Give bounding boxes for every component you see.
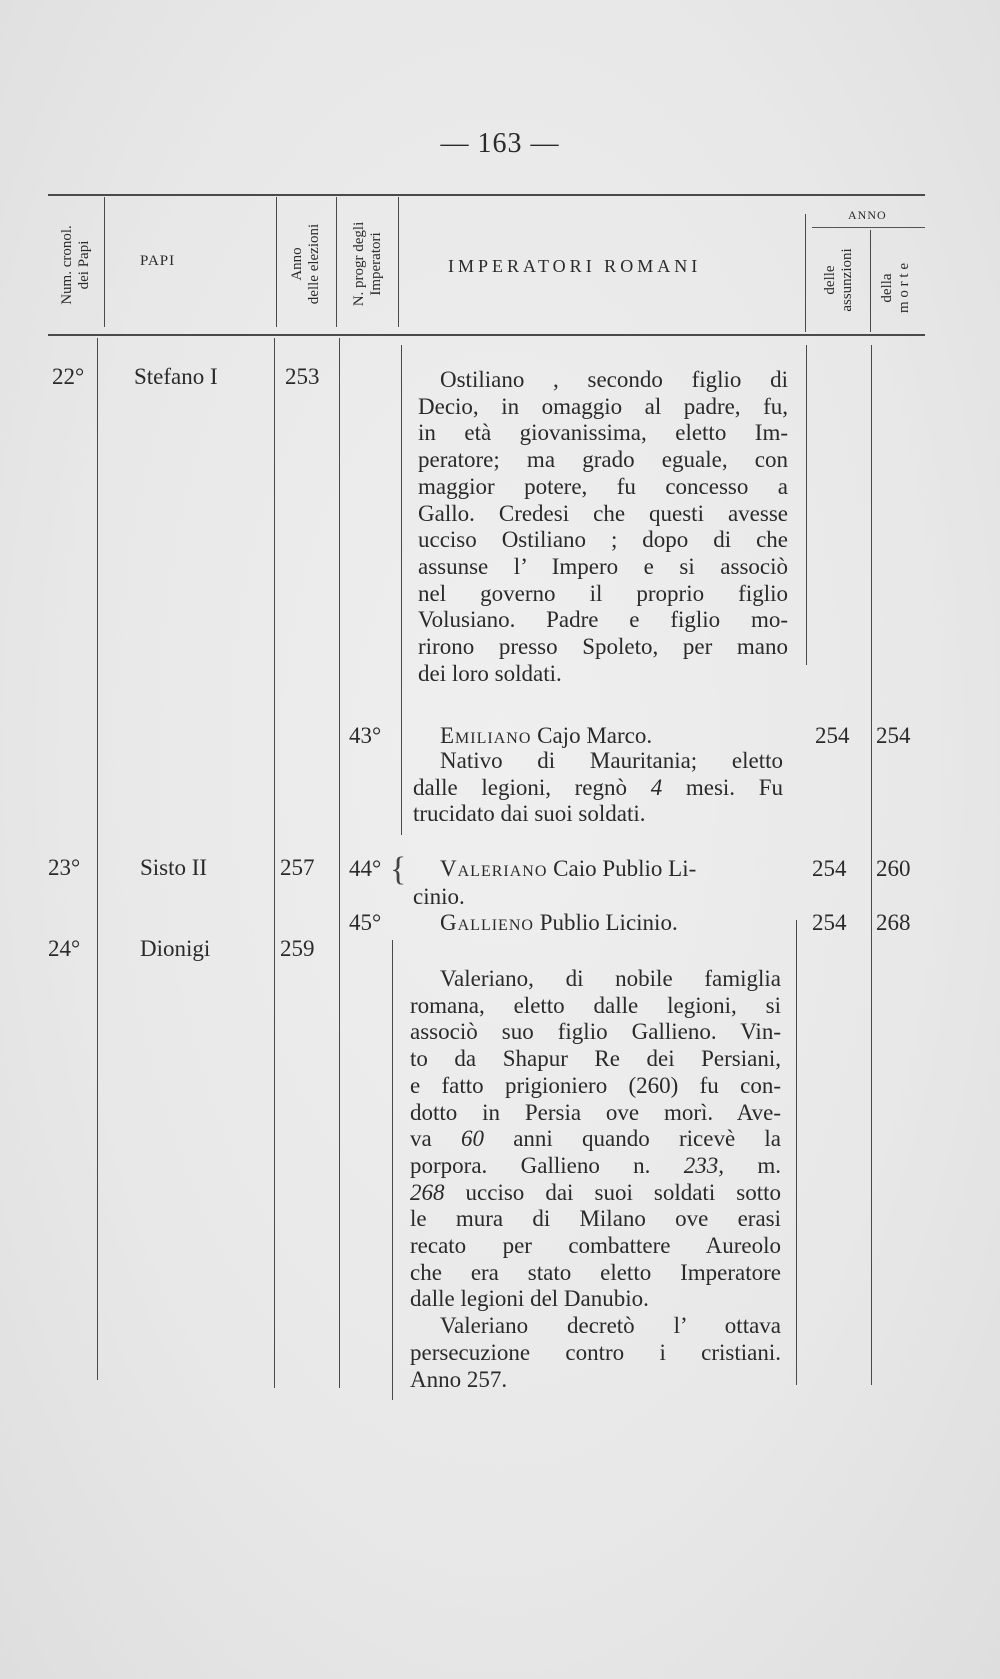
text-line: associò suo figlio Gallieno. Vin- bbox=[410, 1019, 781, 1045]
header-divider-1 bbox=[104, 197, 105, 327]
text-line: in età giovanissima, eletto Im- bbox=[418, 420, 788, 446]
text-line: ucciso Ostiliano ; dopo di che bbox=[418, 527, 788, 553]
header-anno: ANNO bbox=[848, 208, 887, 222]
text-line: dei loro soldati. bbox=[418, 660, 562, 686]
text-line: Volusiano. Padre e figlio mo- bbox=[418, 607, 788, 633]
anno-rule bbox=[812, 227, 925, 228]
pope-num-23: 23° bbox=[48, 855, 81, 880]
header-imperatori-romani: IMPERATORI ROMANI bbox=[448, 256, 702, 276]
pope-num-22: 22° bbox=[52, 364, 85, 389]
text-line: va 60 anni quando ricevè la bbox=[410, 1126, 781, 1152]
text-line: Valeriano, di nobile famiglia bbox=[440, 966, 781, 991]
text-line: dotto in Persia ove morì. Ave- bbox=[410, 1099, 781, 1125]
pope-year-253: 253 bbox=[285, 364, 320, 389]
text-line: nel governo il proprio figlio bbox=[418, 580, 788, 606]
body-rule-6 bbox=[871, 345, 872, 1385]
header-morte: della m o r t e bbox=[879, 263, 912, 313]
gallieno-death: 268 bbox=[876, 910, 911, 935]
header-divider-2 bbox=[276, 197, 277, 327]
text-line: 268 ucciso dai suoi soldati sotto bbox=[410, 1179, 781, 1205]
header-assunzioni: delle assunzioni bbox=[822, 248, 855, 312]
pope-name-stefano: Stefano I bbox=[134, 364, 218, 389]
ostiliano-paragraph bbox=[418, 367, 788, 687]
body-rule-5b bbox=[796, 920, 797, 1385]
text-line: Decio, in omaggio al padre, fu, bbox=[418, 393, 788, 419]
text-line: e fatto prigioniero (260) fu con- bbox=[410, 1072, 781, 1098]
text-line: porpora. Gallieno n. 233, m. bbox=[410, 1152, 781, 1178]
emperor-progr-43: 43° bbox=[349, 723, 382, 748]
header-bottom-rule bbox=[48, 334, 925, 336]
brace-bracket: { bbox=[390, 851, 407, 888]
body-rule-5 bbox=[806, 345, 807, 665]
emiliano-death: 254 bbox=[876, 723, 911, 748]
body-rule-3 bbox=[339, 338, 340, 1388]
header-progr-imperatori: N. progr degli Imperatori bbox=[351, 221, 384, 307]
text-line: Anno 257. bbox=[410, 1366, 508, 1392]
emperor-progr-45: 45° bbox=[349, 910, 382, 935]
header-divider-4 bbox=[398, 197, 399, 327]
emperor-valeriano-cont: cinio. bbox=[413, 884, 465, 909]
text-line: persecuzione contro i cristiani. bbox=[410, 1339, 781, 1365]
header-anno-elezioni: Anno delle elezioni bbox=[289, 223, 322, 305]
emperor-gallieno: Gallieno Publio Licinio. bbox=[440, 910, 678, 935]
text-line: assunse l’ Impero e si associò bbox=[418, 553, 788, 579]
text-line: rirono presso Spoleto, per mano bbox=[418, 634, 788, 660]
text-line: peratore; ma grado eguale, con bbox=[418, 447, 788, 473]
text-line: maggior potere, fu concesso a bbox=[418, 473, 788, 499]
emperor-emiliano: Emiliano Cajo Marco. bbox=[440, 723, 653, 748]
text-line: dalle legioni, regnò 4 mesi. Fu bbox=[413, 774, 783, 800]
pope-name-dionigi: Dionigi bbox=[140, 936, 211, 961]
text-line: romana, eletto dalle legioni, si bbox=[410, 992, 781, 1018]
header-divider-3 bbox=[336, 197, 337, 327]
pope-year-257: 257 bbox=[280, 855, 315, 880]
pope-year-259: 259 bbox=[280, 936, 315, 961]
emperor-progr-44: 44° bbox=[349, 856, 382, 881]
text-line: recato per combattere Aureolo bbox=[410, 1233, 781, 1259]
text-line: dalle legioni del Danubio. bbox=[410, 1286, 649, 1312]
text-line: Ostiliano , secondo figlio di bbox=[440, 367, 788, 392]
text-line: Valeriano decretò l’ ottava bbox=[440, 1313, 781, 1339]
valeriano-death: 260 bbox=[876, 856, 911, 881]
pope-name-sisto: Sisto II bbox=[140, 855, 208, 880]
text-line: che era stato eletto Imperatore bbox=[410, 1259, 781, 1285]
text-line: Gallo. Credesi che questi avesse bbox=[418, 500, 788, 526]
header-divider-6 bbox=[870, 230, 871, 332]
emiliano-paragraph bbox=[413, 748, 783, 828]
text-line: le mura di Milano ove erasi bbox=[410, 1206, 781, 1232]
header-divider-5 bbox=[805, 214, 806, 332]
body-rule-4b bbox=[392, 940, 393, 1400]
body-rule-1 bbox=[97, 338, 98, 1380]
text-line: Nativo di Mauritania; eletto bbox=[440, 748, 783, 773]
body-rule-2 bbox=[274, 338, 275, 1388]
text-line: trucidato dai suoi soldati. bbox=[413, 801, 646, 827]
valeriano-start: 254 bbox=[812, 856, 847, 881]
valeriano-paragraph bbox=[410, 966, 781, 1393]
text-line: to da Shapur Re dei Persiani, bbox=[410, 1046, 781, 1072]
body-rule-4 bbox=[401, 345, 402, 835]
gallieno-start: 254 bbox=[812, 910, 847, 935]
header-num-cronol: Num. cronol. dei Papi bbox=[59, 225, 92, 305]
pope-num-24: 24° bbox=[48, 936, 81, 961]
emperor-valeriano: Valeriano Caio Publio Li- bbox=[440, 856, 697, 881]
page-number: — 163 — bbox=[440, 128, 560, 159]
header-top-rule bbox=[48, 194, 925, 196]
emiliano-start: 254 bbox=[815, 723, 850, 748]
header-papi: PAPI bbox=[140, 253, 176, 269]
